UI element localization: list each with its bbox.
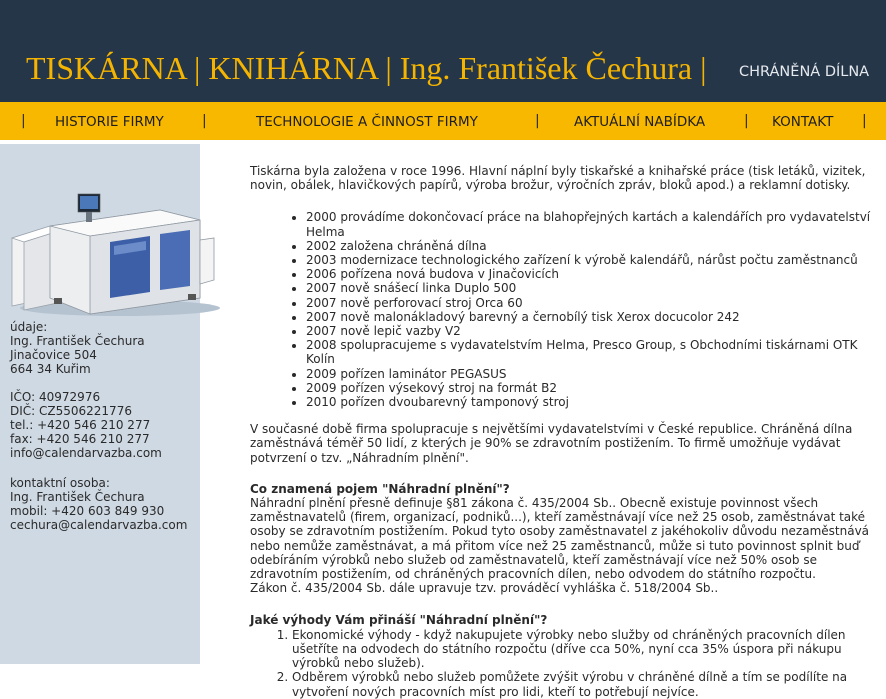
section-title: Co znamená pojem "Náhradní plnění"? (250, 481, 510, 496)
history-list (250, 210, 882, 409)
advantages-list (250, 628, 882, 699)
list-item: • 2007 nově lepič vazby V2 (306, 324, 882, 338)
list-item: • 2007 nově perforovací stroj Orca 60 (306, 296, 882, 310)
nav-item-technologie[interactable]: TECHNOLOGIE A ČINNOST FIRMY (256, 114, 478, 130)
main-navigation (0, 102, 886, 142)
main-content (250, 164, 882, 699)
site-header (0, 0, 886, 102)
list-item: • 2003 modernizace technologického zařízení k výrobě kalendářů, nárůst počtu zaměstnanců (306, 253, 882, 267)
sidebar (0, 144, 200, 664)
company-email-link[interactable]: info@calendarvazba.com (10, 446, 162, 460)
contact-person (10, 476, 187, 532)
nav-item-historie-firmy[interactable]: HISTORIE FIRMY (55, 114, 164, 130)
contact-person-label: kontaktní osoba: (10, 476, 110, 490)
contact-person-email-link[interactable]: cechura@calendarvazba.com (10, 518, 188, 532)
nav-separator: | (202, 113, 207, 129)
intro-paragraph: Tiskárna byla založena v roce 1996. Hlavní náplní byly tiskařské a knihařské práce (tisk letáků, vizitek, novin, obálek, hlavičkových papírů, výroba brožur, výročních zpráv, bloků apod.) a reklamní dotisky. (250, 164, 866, 193)
section-title: Jaké výhody Vám přináší "Náhradní plnění"? (250, 613, 548, 628)
contact-person-name: Ing. František Čechura (10, 490, 145, 504)
nav-item-aktualni-nabidka[interactable]: AKTUÁLNÍ NABÍDKA (574, 114, 706, 130)
nav-separator: | (744, 113, 749, 129)
details-label: údaje: (10, 320, 48, 334)
section-law-note: Zákon č. 435/2004 Sb. dále upravuje tzv. prováděcí vyhláška č. 518/2004 Sb.. (250, 581, 719, 596)
list-item: • 2007 nově snášecí linka Duplo 500 (306, 281, 882, 295)
list-item: 2. Odběrem výrobků nebo služeb pomůžete zvýšit výrobu v chráněné dílně a tím se podílíte na vytvoření nových pracovních míst pro lidi, kteří to potřebují nejvíce. (292, 670, 882, 698)
list-item: • 2002 založena chráněná dílna (306, 239, 882, 253)
list-item: • 2010 pořízen dvoubarevný tamponový stroj (306, 395, 882, 409)
company-ico: IČO: 40972976 (10, 390, 101, 404)
cooperation-paragraph: V současné době firma spolupracuje s největšími vydavatelstvími v České republice. Chráněná dílna zaměstnává téměř 50 lidí, z kterých je 90% se zdravotním postižením. To firmě umožňuje vydávat potvrzení o tzv. „Náhradním plnění". (250, 422, 853, 465)
company-details (10, 320, 162, 460)
company-dic: DIČ: CZ5506221776 (10, 404, 132, 418)
company-city: 664 34 Kuřim (10, 362, 91, 376)
company-street: Jinačovice 504 (10, 348, 97, 362)
printer-machine-icon (10, 180, 216, 320)
nav-item-kontakt[interactable]: KONTAKT (772, 114, 834, 130)
list-item: • 2009 pořízen výsekový stroj na formát B2 (306, 381, 882, 395)
list-item: • 2006 pořízena nová budova v Jinačovicích (306, 267, 882, 281)
company-tel: tel.: +420 546 210 277 (10, 418, 151, 432)
section-body: Náhradní plnění přesně definuje §81 zákona č. 435/2004 Sb.. Obecně existuje povinnost všech zaměstnavatelů (firem, organizací, podniků...), kteří zaměstnávají více než 25 osob, zaměstnávat také osoby se zdravotním postižením. Pokud tyto osoby zaměstnavatel z jakéhokoliv důvodu nezaměstnává nebo nemůže zaměstnávat, a má přitom více než 25 zaměstnanců, může si tuto povinnost splnit buď odebíráním výrobků nebo služeb od zaměstnavatelů, kteří zaměstnávají více než 50% osob se zdravotním postižením, od chráněných pracovních dílen, nebo odvodem do státního rozpočtu. (250, 496, 870, 582)
list-item: 1. Ekonomické výhody - když nakupujete výrobky nebo služby od chráněných pracovních dílen ušetříte na odvodech do státního rozpočtu (dříve cca 50%, nyní cca 35% úspora při nákupu výrobků nebo služeb). (292, 628, 882, 671)
list-item: • 2000 provádíme dokončovací práce na blahopřejných kartách a kalendářích pro vydavatelství Helma (306, 210, 882, 238)
list-item: • 2007 nově malonákladový barevný a černobílý tisk Xerox docucolor 242 (306, 310, 882, 324)
contact-person-mobile: mobil: +420 603 849 930 (10, 504, 165, 518)
section-nahradni-plneni (250, 482, 882, 596)
company-fax: fax: +420 546 210 277 (10, 432, 150, 446)
site-title: TISKÁRNA | KNIHÁRNA | Ing. František Čechura | (26, 50, 707, 86)
nav-separator: | (862, 113, 867, 129)
site-subtitle: CHRÁNĚNÁ DÍLNA (739, 64, 870, 80)
section-vyhody (250, 613, 882, 698)
company-name: Ing. František Čechura (10, 334, 145, 348)
list-item: • 2008 spolupracujeme s vydavatelstvím Helma, Presco Group, s Obchodními tiskárnami OTK Kolín (306, 338, 882, 366)
list-item: • 2009 pořízen laminátor PEGASUS (306, 367, 882, 381)
nav-separator: | (535, 113, 540, 129)
nav-separator: | (21, 113, 26, 129)
